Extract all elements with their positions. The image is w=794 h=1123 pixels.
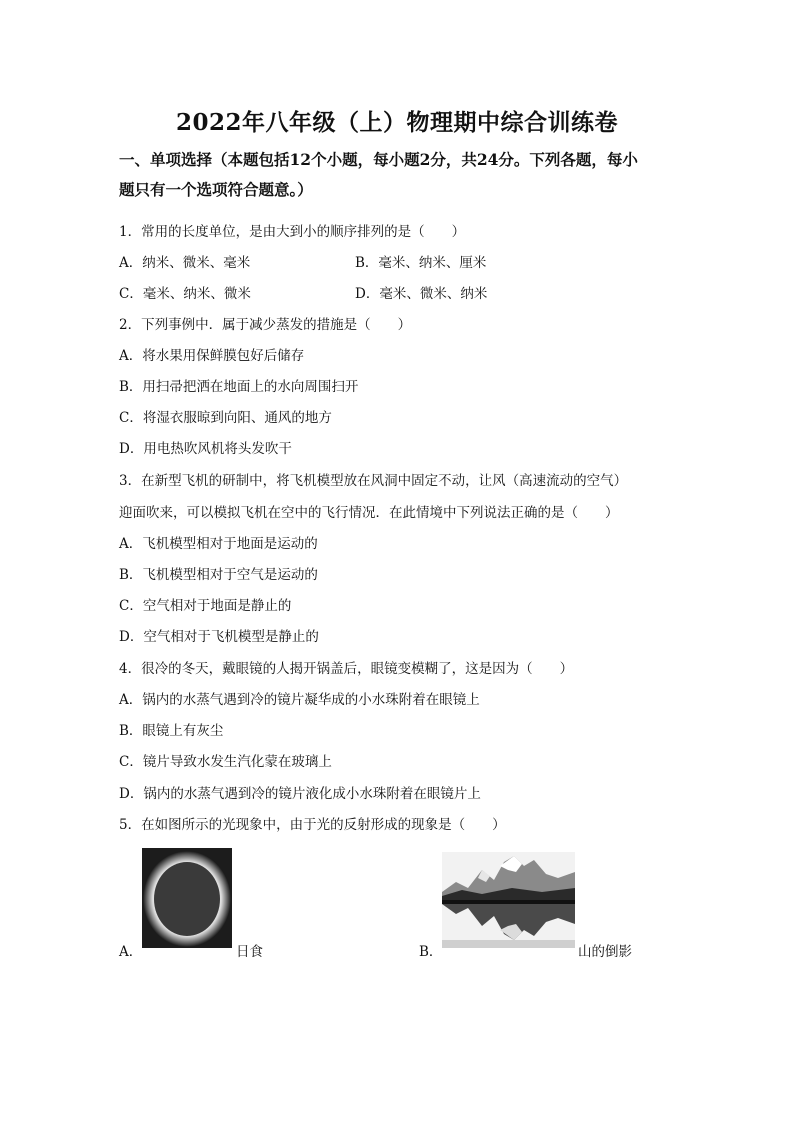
question-5-option-a-caption: 日食 [236,944,263,960]
question-3-stem-line2: 迎面吹来，可以模拟飞机在空中的飞行情况．在此情境中下列说法正确的是（ ） [119,505,619,521]
question-1-option-c: C．毫米、纳米、微米 [119,286,251,302]
question-5-option-a-label: A． [119,944,143,960]
question-2-stem: 2．下列事例中．属于减少蒸发的措施是（ ） [119,317,412,333]
question-4-stem: 4．很冷的冬天，戴眼镜的人揭开锅盖后，眼镜变模糊了，这是因为（ ） [119,661,574,677]
question-3-option-d: D．空气相对于飞机模型是静止的 [119,629,319,645]
question-3-stem-line1: 3．在新型飞机的研制中，将飞机模型放在风洞中固定不动，让风（高速流动的空气） [119,473,628,489]
question-1-option-d: D．毫米、微米、纳米 [355,286,488,302]
question-1-option-b: B．毫米、纳米、厘米 [355,255,487,271]
question-1-option-a: A．纳米、微米、毫米 [119,255,251,271]
question-2-option-a: A．将水果用保鲜膜包好后储存 [119,348,305,364]
question-4-option-d: D．锅内的水蒸气遇到冷的镜片液化成小水珠附着在眼镜片上 [119,786,481,802]
question-4-option-b: B．眼镜上有灰尘 [119,723,224,739]
question-4-option-a: A．锅内的水蒸气遇到冷的镜片凝华成的小水珠附着在眼镜上 [119,692,480,708]
question-5-option-b-label: B． [419,944,443,960]
section-heading-2: 题只有一个选项符合题意。） [119,180,313,199]
section-heading-1: 一、单项选择（本题包括12个小题，每小题2分，共24分。下列各题，每小 [119,150,638,169]
question-3-option-b: B．飞机模型相对于空气是运动的 [119,567,318,583]
page-title: 2022年八年级（上）物理期中综合训练卷 [175,109,618,136]
question-5-stem: 5．在如图所示的光现象中，由于光的反射形成的现象是（ ） [119,817,506,833]
question-1-stem: 1．常用的长度单位，是由大到小的顺序排列的是（ ） [119,224,466,240]
solar-eclipse-image [142,848,232,948]
question-3-option-c: C．空气相对于地面是静止的 [119,598,292,614]
question-4-option-c: C．镜片导致水发生汽化蒙在玻璃上 [119,754,332,770]
question-2-option-b: B．用扫帚把洒在地面上的水向周围扫开 [119,379,359,395]
question-2-option-d: D．用电热吹风机将头发吹干 [119,441,292,457]
question-2-option-c: C．将湿衣服晾到向阳、通风的地方 [119,410,332,426]
question-5-option-b-caption: 山的倒影 [578,944,632,960]
question-3-option-a: A．飞机模型相对于地面是运动的 [119,536,318,552]
mountain-reflection-image [442,852,575,948]
